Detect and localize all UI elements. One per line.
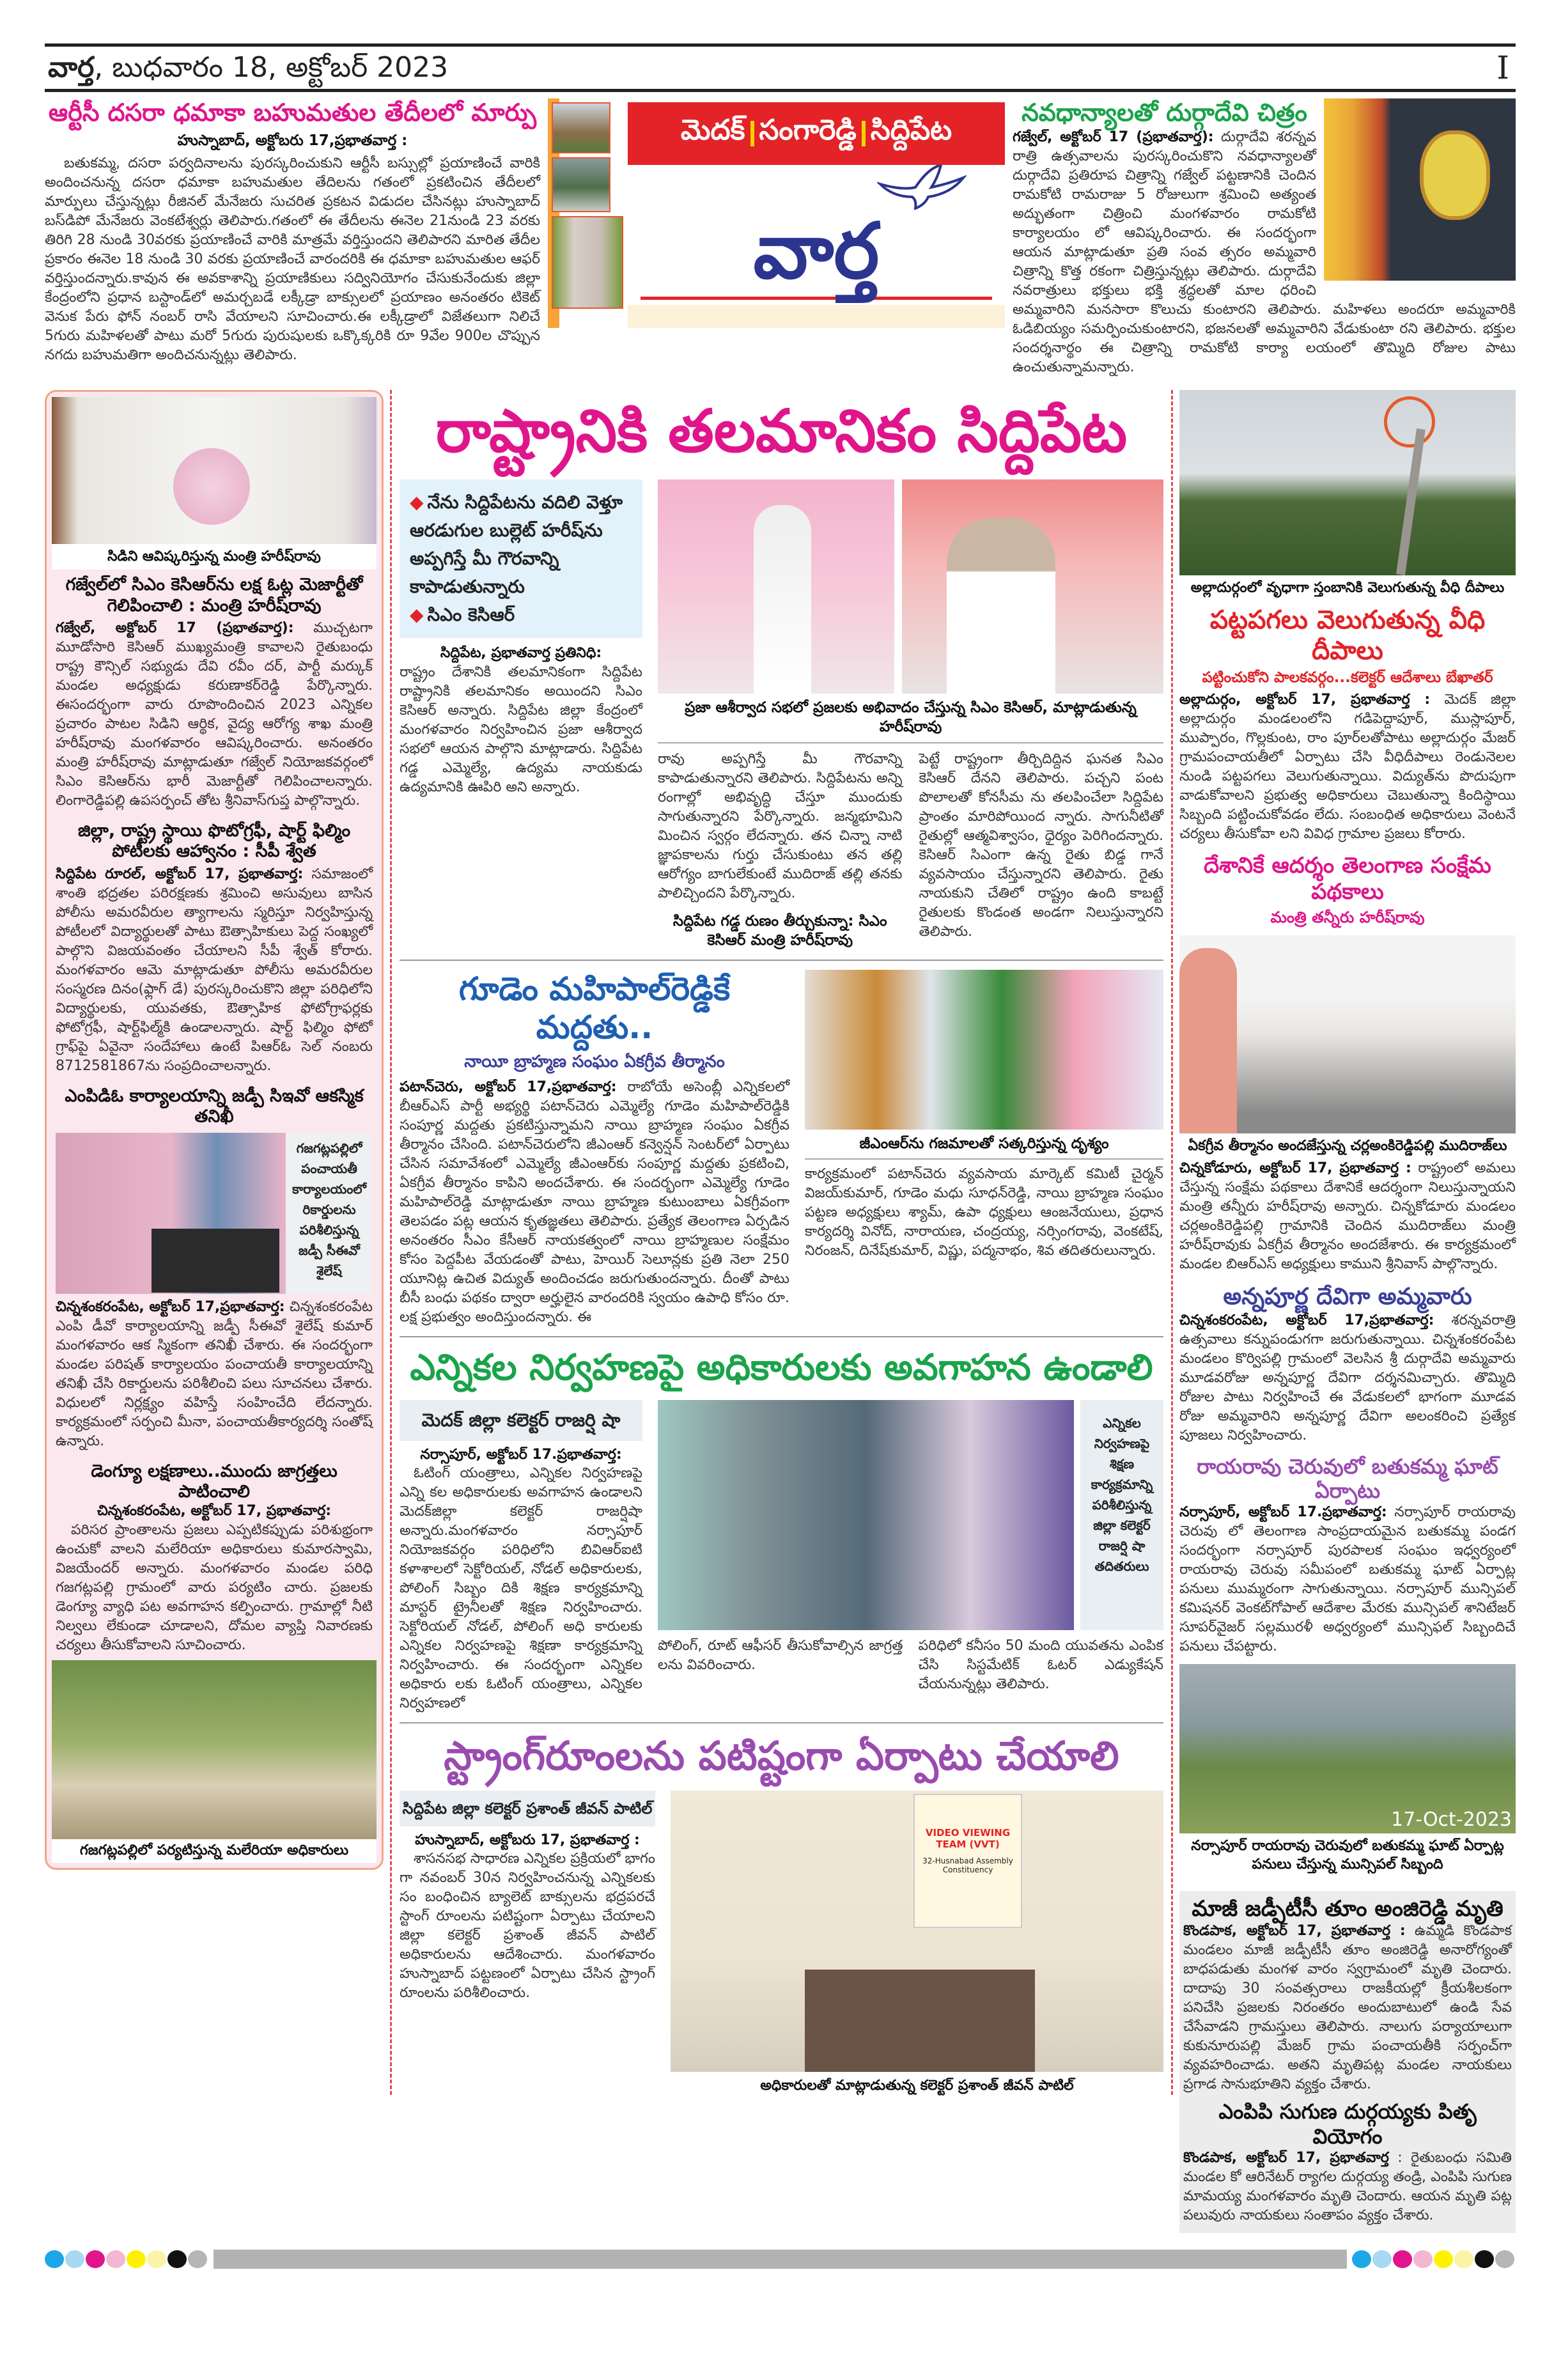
page-number: I	[1496, 49, 1509, 86]
paper-name: వార్త	[48, 51, 95, 84]
bullet-attribution: సిఎం కెసిఆర్	[427, 603, 515, 625]
dateline: సిద్దిపేట, ప్రభాతవార్త ప్రతినిధి:	[440, 644, 602, 661]
dateline: నర్సాపూర్, అక్టోబర్ 17.ప్రభాతవార్త:	[1179, 1504, 1387, 1521]
district-banner	[628, 102, 1005, 165]
subheadline: సిద్దిపేట గడ్డ రుణం తీర్చుకున్నా: సిఎం కెసిఆర్ మంత్రి హరీష్‌రావు	[672, 912, 887, 949]
photo-caption: నర్సాపూర్ రాయరావు చెరువులో బతుకమ్మ ఘాట్ ఏర్పాట్ల పనులు చేస్తున్న మున్సిపల్ సిబ్బంది	[1191, 1838, 1504, 1873]
color-swatch	[167, 2250, 187, 2268]
cd-disc	[173, 448, 250, 525]
desk	[805, 1970, 1035, 2072]
color-swatch	[86, 2250, 105, 2268]
article-strongroom	[400, 1732, 1163, 2095]
headline: నవధాన్యాలతో దుర్గాదేవి చిత్రం	[1022, 98, 1307, 127]
masthead-main	[628, 98, 1005, 328]
body-text: చిన్నశంకరంపేట ఎంపి డీవో కార్యాలయాన్ని జడ్పీ సీఈవో శైలేష్ కుమార్ మంగళవారం ఆక స్మికంగా తనిఖీ చేశారు. ఈ సందర్భంగా మండల పరిషత్ కార్యాలయం పంచాయతీ కార్యాలయాన్ని తనిఖీ చేసి రికార్డులను పరిశీలించి పలు సూచనలు చేశారు. విధులలో నిర్లక్ష్యం వహిస్తే సంహించేది లేదన్నారు. కార్యక్రమంలో సర్పంచి మీనా, పంచాయతీకార్యదర్శి సంతోష్ ఉన్నారు.	[56, 1298, 373, 1449]
dateline: కొండపాక, అక్టోబర్ 17, ప్రభాతవార్త :	[1183, 1923, 1406, 1940]
top-row	[45, 98, 1516, 377]
gray-bar	[214, 2250, 1347, 2269]
photo-harish-rao-speaking	[902, 479, 1163, 694]
color-swatch	[127, 2250, 146, 2268]
photo-date-stamp: 17-Oct-2023	[1391, 1808, 1512, 1832]
headline: మాజీ జడ్పీటీసీ తూం అంజిరెడ్డి మృతి	[1192, 1895, 1503, 1922]
photo-caption: సిడిని ఆవిష్కరిస్తున్న మంత్రి హరీష్‌రావు	[52, 544, 377, 570]
color-swatch	[1475, 2250, 1494, 2268]
body-text: శాసనసభ సాధారణ ఎన్నికల ప్రక్రియలో భాగం గా నవంబర్ 30న నిర్వహించనున్న ఎన్నికలకు సం బంధించిన బ్యాలెట్ బాక్సులను భద్రపరచే స్టాంగ్ రూంలను పటిష్టంగా ఏర్పాటు చేయాలని జిల్లా కలెక్టర్ ప్రశాంత్ జీవన్ పాటిల్ అధికారులను ఆదేశించారు. మంగళవారం హుస్నాబాద్ పట్టణంలో ఏర్పాటు చేసిన స్ట్రాంగ్ రూంలను పరిశీలించారు.	[400, 1851, 655, 2002]
right-column	[1179, 390, 1516, 2234]
page-header	[45, 47, 1516, 89]
main-col2	[658, 750, 903, 951]
color-swatch	[1434, 2250, 1453, 2268]
article-elections	[400, 1346, 1163, 1723]
photo-election-training	[658, 1400, 1074, 1630]
subheadline: నాయీ బ్రాహ్మణ సంఘం ఏకగ్రీవ తీర్మానం	[464, 1052, 725, 1071]
photo-malaria-officials	[52, 1660, 377, 1839]
vvt-banner-subtitle: 32-Husnabad Assembly Constituency	[922, 1856, 1013, 1874]
article-gudem	[400, 970, 1163, 1338]
headline-2: ఎంపిపి సుగుణ దుర్గయ్యకు పితృ వియోగం	[1218, 2099, 1477, 2149]
photo-mudiraj-resolution	[1179, 935, 1516, 1133]
body-text: బతుకమ్మ, దసరా పర్వదినాలను పురస్కరించుకుని ఆర్టీసీ బస్సుల్లో ప్రయాణించే వారికి అందించనున్న దసరా ధమాకా బహుమతుల తేదిలను గతంలో ప్రకటించిన తేదీలలో మార్పులు చేస్తున్నట్లు రీజినల్ మేనేజరు సుచరిత ప్రకటన విడుదల చేసినట్లు హుస్నాబాద్ బస్‌డిపో మేనేజరు వెంకటేశ్వర్లు తెలిపారు.గతంలో ఈ తేదీలను ఈనెల 21నుండి 23 వరకు తిరిగి 28 నుండి 30వరకు ప్రయాణించే వారికి మాత్రమే వర్తిస్తుందని తెలిపారని మారిత తేదీల ప్రకారం ఈనెల 18 నుండి 30 వరకు ప్రయాణించే వారందరికి ఈ ధమాకా బహుమతుల ఆఫర్ వర్తిస్తుందన్నారు.కావున ఈ అవకాశాన్ని ప్రయాణికులు సద్వినియోగం చేసుకునేందుకు జిల్లా కేంద్రంలోని ప్రధాన బస్టాండ్‌లో అమర్చబడే లక్కీడ్రా బాక్సులలో ప్రయాణం అనంతరం టికెట్ వెనుక పేరు ఫోన్ నంబర్ రాసి వేయాలని సూచించారు.ఈ లక్కీడ్రాలో విజేతలుగా నిలిచే 5గురు మహిళలతో పాటు మరో 5గురు పురుషులకు ఒక్కొక్కరికి రూ 9వేల 900ల చొప్పున నగదు బహుమతిగా అందిచనున్నట్లు తెలిపారు.	[45, 155, 540, 364]
color-swatch	[1372, 2250, 1392, 2268]
article-main-siddipet	[400, 396, 1163, 961]
main-row	[45, 390, 1516, 2234]
photo-collector-strongroom	[671, 1791, 1163, 2072]
photo-caption: గజగట్లపల్లిలో పర్యటిస్తున్న మలేరియా అధికారులు	[52, 1839, 377, 1863]
headline: పట్టపగలు వెలుగుతున్న వీధి దీపాలు	[1209, 605, 1486, 666]
date-line: , బుధవారం 18, అక్టోబర్ 2023	[94, 51, 449, 84]
color-swatch	[106, 2250, 125, 2268]
body-text: సమాజంలో శాంతి భద్రతల పరిరక్షణకు శ్రమించి అసువులు బాసిన పోలీసు అమరవీరుల త్యాగాలను స్మరిస్తూ నిర్వహిస్తున్న పోటీలలో విద్యార్థులతో పాటు ఔత్సాహికులు పెద్ద సంఖ్యలో పాల్గొని విజయవంతం చేయాలని సీపీ శ్వేత్ కోరారు. మంగళవారం ఆమె మాట్లాడుతూ పోలీసు అమరవీరుల సంస్మరణ దినం(ఫ్లాగ్ డే) పురస్కరించుకొని జిల్లా పరిధిలోని విద్యార్థులకు, యువతకు, ఔత్సాహిక ఫోటోగ్రాఫర్లకు ఫోటోగ్రఫీ, షార్ట్‌ఫిల్మ్‌కి ఉండాలన్నారు. షార్ట్ ఫిల్మిం ఫోటో గ్రాఫ్‌పై ఏవైనా సందేహాలు ఉంటే పిఆర్ఓ సెల్ నంబరు 8712581867ను సంప్రదించాలన్నారు.	[56, 866, 373, 1074]
logo-vaartha: వార్త	[753, 207, 880, 296]
photo-bathukamma-ghat	[1179, 1664, 1516, 1833]
headline: ఎంపిడిఓ కార్యాలయాన్ని జడ్పీ సిఇవో ఆకస్మిక తనిఖీ	[65, 1085, 364, 1127]
photo-medak-church	[552, 216, 623, 309]
color-dots-right	[1352, 2250, 1516, 2268]
subheadline: మంత్రి తన్నీరు హరీష్‌రావు	[1270, 908, 1425, 926]
headline: ఆర్టీసీ దసరా ధమాకా బహుమతుల తేదీలలో మార్పు	[48, 98, 537, 127]
photo-office-inspection	[56, 1133, 286, 1294]
desk	[152, 1229, 279, 1293]
masthead-photos	[548, 98, 628, 313]
color-swatch	[1393, 2250, 1412, 2268]
article-welfare	[1179, 853, 1516, 1274]
durga-face	[1420, 130, 1490, 220]
story-photo-contest	[52, 816, 377, 1081]
elections-col1	[400, 1400, 642, 1714]
main-right	[658, 479, 1163, 951]
headline: ఎన్నికల నిర్వహణపై అధికారులకు అవగాహన ఉండాలి	[410, 1347, 1153, 1389]
figure	[947, 518, 1055, 694]
left-feature-box	[45, 390, 384, 1870]
body-text: రాబోయే అసెంబ్లీ ఎన్నికలలో బీఆర్ఎస్ పార్టీ అభ్యర్థి పటాన్‌చెరు ఎమ్మెల్యే గూడెం మహిపాల్‌రెడ్డికి సంపూర్ణ మద్దతు ప్రకటిస్తున్నామని నాయి బ్రాహ్మణ సంఘం ఏకగ్రీవ తీర్మానం చేసింది. పటాన్‌చెరులోని జీఎంఆర్ కన్వెన్షన్ సెంటర్‌లో ఏర్పాటు చేసిన సమావేశంలో ఎమ్మెల్యే జీఎంఆర్‌కు సంపూర్ణ మద్దతు ప్రకటించి, ఏకగ్రీవ తీర్మానం కాపిని అందచేశారు. ఈ సందర్భంగా ఎమ్మెల్యే గూడెం మహిపాల్‌రెడ్డి మాట్లాడుతూ నాయి బ్రాహ్మణ కుటుంబాలు ఏకగ్రీవంగా తెలపడం పట్ల ఆయన కృతజ్ఞతలు తెలిపారు. ప్రత్యేక తెలంగాణ ఏర్పడిన అనంతరం సీఎం కేసీఆర్ నాయకత్వంలో నాయి బ్రాహ్మణుల సంక్షేమం కోసం పెద్దపీట వేయడంతో పాటు, హెయిర్ సెలూన్లకు ప్రతి నెలా 250 యూనిట్ల ఉచిత విద్యుత్ అందించడం జరుగుతుందన్నారు. దీంతో పాటు బీసీ బంధు పథకం ద్వారా అర్హులైన వారందరికి స్వయం ఉపాధి కోసం రూ. లక్ష ప్రభుత్వం అందిస్తుందన్నారు. ఈ	[400, 1079, 789, 1326]
side-caption: గజగట్లపల్లిలో పంచాయతీ కార్యాలయంలో రికార్డులను పరిశీలిస్తున్న జడ్పీ సీఈవో శైలేష్	[286, 1133, 373, 1294]
color-swatch	[1413, 2250, 1433, 2268]
body-text: నర్సాపూర్ రాయరావు చెరువు లో తెలంగాణ సాంప్రదాయమైన బతుకమ్మ పండగ సందర్భంగా నర్సాపూర్ పురపాలక సంఘం ఇధ్వర్యంలో రాయరావు చెరువు సమీపంలో బతుకమ్మ ఘాట్ ఏర్పాట్ల పనులు ముమ్మరంగా సాగుతున్నాయి. నర్సాపూర్ మున్సిపల్ కమిషనర్ వెంకట్‌గోపాల్ ఆదేశాల మేరకు మున్సిపల్ శానిటేజర్ సూపర్‌వైజర్ సల్లమురళీ అధ్వర్యంలో మున్సిఫల్ సిబ్బందిచే పనులు చేపట్టారు.	[1179, 1504, 1516, 1655]
body-text: రాష్ట్రం దేశానికి తలమానికంగా సిద్దిపేట రాష్ట్రానికి తలమానికం అయిందని సిఎం కెసిఆర్ అన్నారు. సిద్దిపేట జిల్లా కేంద్రంలో మంగళవారం నిర్వహించిన ప్రజా ఆశీర్వాద సభలో ఆయన పాల్గొని మాట్లాడారు. సిద్దిపేట గడ్డ ఎమ్మెల్యే, ఉద్యమ నాయకుడు ఉద్యమానికి ఊపిరి అని అన్నారు.	[400, 664, 642, 795]
body-text-2: కార్యక్రమంలో పటాన్‌చెరు వ్యవసాయ మార్కెట్ కమిటీ చైర్మన్ విజయ్‌కుమార్, గూడెం మధు సూధన్‌రెడ్డి, నాయి బ్రాహ్మణ సంఘం పట్టణ అధ్యక్షులు శ్యామ్, ఉపా ధ్యక్షులు ఆంజనేయులు, ప్రధాన కార్యదర్శి వినోద్, నారాయణ, చంద్రయ్య, నర్సింగరావు, వెంకటేష్, నిరంజన్, దినేష్‌కుమార్, విష్ణు, పద్మనాభం, శివ తదితరులున్నారు.	[805, 1166, 1163, 1259]
logo-underline	[641, 297, 992, 300]
photo-cm-kcr-waving	[658, 479, 894, 694]
story-mpdo-inspection	[52, 1081, 377, 1456]
photo-cd-release	[52, 397, 377, 544]
photo-caption: అధికారులతో మాట్లాడుతున్న కలెక్టర్ ప్రశాంత్ జీవన్ పాటిల్	[760, 2077, 1074, 2094]
color-swatch	[1352, 2250, 1371, 2268]
photo-caption: అల్లాదుర్గంలో వృధాగా స్తంబానికి వెలుగుతున్న వీధి దీపాలు	[1190, 579, 1505, 596]
headline: గజ్వేల్‌లో సిఎం కెసిఆర్‌ను లక్ష ఓట్ల మెజార్టీతో గెలిపించాలి : మంత్రి హరీష్‌రావు	[65, 575, 363, 616]
article-annapurna	[1179, 1283, 1516, 1445]
print-color-bar	[45, 2248, 1516, 2270]
color-swatch	[1495, 2250, 1514, 2268]
headline: దేశానికే ఆదర్శం తెలంగాణ సంక్షేమ పథకాలు	[1204, 853, 1491, 905]
headline: రాష్ట్రానికి తలమానికం సిద్దిపేట	[435, 396, 1128, 465]
dateline: హుస్నాబాద్, అక్టోబరు 17, ప్రభాతవార్త :	[415, 1832, 640, 1848]
article-bathukamma	[1179, 1454, 1516, 1657]
body-copy: దుర్గాదేవి శరన్నవ రాత్రి ఉత్సవాలను పురస్కరించుకొని నవధాన్యాలతో దుర్గాదేవి ప్రతిరూప చిత్రాన్ని గజ్వేల్ పట్టణానికి చెందిన రామకోటి రామరాజు 5 రోజులుగా శ్రమించి అత్యంత అద్భుతంగా చిత్రించి మంగళవారం రామకోటి కార్యాలయం లో ఆవిష్కరించారు. ఈ సందర్భంగా ఆయన మాట్లాడుతూ ప్రతి సంవ త్సరం అమ్మవారి చిత్రాన్ని కొత్త రకంగా చిత్రిస్తున్నట్లు తెలిపారు. దుర్గాదేవి నవరాత్రులు భక్తులు భక్తి శ్రద్ధలతో మాల ధరించి అమ్మవారిని మనసారా కొలుచు కుంటారని తెలిపారు. మహిళలు అందరూ అమ్మవారికి ఓడిబియ్యం సమర్పించుకుంటారని, భజనలతో అమ్మవారిని వేడుకుంటా రని తెలిపారు. భక్తుల సందర్శనార్థం ఈ చిత్రాన్ని రామకోటి కార్యా లయంలో తొమ్మిది రోజుల పాటు ఉంచుతున్నామన్నారు.	[1013, 128, 1516, 375]
highlight-bullets: ◆ నేను సిద్దిపేటను వదిలి వెళ్తూ ఆరడుగుల బుల్లెట్ హరీష్‌ను అప్పగిస్తే మీ గౌరవాన్ని కాపాడుతున్నారు ◆ సిఎం కెసిఆర్	[400, 479, 642, 638]
body-text-3: పరిధిలో కనీసం 50 మంది యువతను ఎంపిక చేసి సిస్టమేటిక్ ఓటర్ ఎడ్యుకేషన్ చేయనున్నట్లు తెలిపారు.	[918, 1637, 1163, 1692]
article-durga	[1013, 98, 1516, 377]
color-swatch	[188, 2250, 207, 2268]
masthead	[548, 98, 1005, 328]
story-gajwel	[52, 570, 377, 816]
dateline: చిన్నశంకరంపేట, అక్టోబర్ 17, ప్రభాతవార్త:	[97, 1503, 332, 1520]
dateline: పటాన్‌చెరు, అక్టోబర్ 17,ప్రభాతవార్త:	[400, 1079, 617, 1096]
dateline: గజ్వేల్, అక్టోబర్ 17 (ప్రభాతవార్త):	[56, 619, 294, 636]
photo-temple	[552, 102, 610, 153]
headline: గూడెం మహిపాల్‌రెడ్డికే మద్దతు..	[458, 970, 731, 1046]
photo-caption: ప్రజా ఆశీర్వాద సభలో ప్రజలకు అభివాదం చేస్తున్న సిఎం కెసిఆర్, మాట్లాడుతున్న హరీష్‌రావు	[658, 694, 1163, 743]
strongroom-col1	[400, 1791, 655, 2003]
obituary-box	[1179, 1891, 1516, 2234]
side-caption: ఎన్నికల నిర్వహణపై శిక్షణ కార్యక్రమాన్ని పరిశీలిస్తున్న జిల్లా కలెక్టర్ రాజర్షి షా తదితరులు	[1080, 1400, 1163, 1630]
district-sangareddy: సంగారెడ్డి	[759, 114, 857, 146]
photo-building-fountain	[552, 157, 610, 212]
dateline: సిద్దిపేట రూరల్, అక్టోబర్ 17, ప్రభాతవార్త:	[56, 866, 304, 882]
dateline: చిన్నశంకరంపేట, అక్టోబర్ 17,ప్రభాతవార్త:	[1179, 1312, 1434, 1328]
body-text: ఓటింగ్ యంత్రాలు, ఎన్నికల నిర్వహణపై ఎన్ని కల అధికారులకు అవగాహన ఉండాలని మెదక్‌జిల్లా కలెక్టర్ రాజర్షిషా అన్నారు.మంగళవారం నర్సాపూర్ నియోజకవర్గం పరిధిలోని బివిఆర్ఐటి కళాశాలలో సెక్టోరియల్, నోడల్ అధికారులకు, పోలింగ్ సిబ్బం దికి శిక్షణ కార్యక్రమాన్ని మాస్టర్ ట్రైనీలతో శిక్షణ నిర్వహించారు. సెక్టోరియల్ నోడల్, పోలింగ్ అధి కారులకు ఎన్నికల నిర్వహణపై శిక్షణా కార్యక్రమాన్ని నిర్వహించారు. ఈ సందర్భంగా ఎన్నికల అధికారు లకు ఓటింగ్ యంత్రాలు, ఎన్నికల నిర్వహణలో	[400, 1465, 642, 1712]
body-text-2: : రైతుబంధు సమితి మండల కో ఆరినేటర్ ర్యాగల దుర్గయ్య తండ్రి, ఎంపిపి సుగుణ మామయ్య మంగళవారం మృతి చెందారు. ఆయన మృతి పట్ల పలువురు నాయకులు సంతాపం వ్యక్తం చేశారు.	[1183, 2150, 1512, 2224]
dateline: గజ్వేల్, అక్టోబర్ 17 (ప్రభాతవార్త):	[1013, 128, 1214, 145]
body-text: మెదక్ జిల్లా అల్లాదుర్గం మండలంలోని గడిపెద్దాపూర్, ముస్లాపూర్, ముప్పారం, గొల్లకుంట, రాం పూర్‌లతోపాటు అల్లాదుర్గం మేజర్ గ్రామపంచాయతీలో ఏర్పాటు చేసి వీధిదీపాలు రెండునెలల నుండి పట్టపగలు వెలుగుతున్నాయి. విద్యుత్‌ను పొదుపుగా వాడుకోవాలని ప్రభుత్వ అధికారులు చెబుతున్నా కిందిస్థాయి సిబ్బంది పట్టించుకోవడం లేదు. సంబంధిత అధికారులు వెంటనే చర్యలు తీసుకోవా లని వివిధ గ్రామాల ప్రజలు కోరారు.	[1179, 692, 1516, 843]
photo-caption: ఏకగ్రీవ తీర్మానం అందజేస్తున్న చర్లఅంకిరెడ్డిపల్లి ముదిరాజ్‌లు	[1188, 1137, 1507, 1154]
headline: రాయరావు చెరువులో బతుకమ్మ ఘాట్ ఏర్పాటు	[1197, 1454, 1498, 1504]
headline: జిల్లా, రాష్ట్ర స్థాయి ఫొటోగ్రఫీ, షార్ట్ ఫిల్మిం పోటీలకు ఆహ్వానం : సీపీ శ్వేత	[77, 820, 351, 862]
color-dots-left	[45, 2250, 208, 2268]
article-rtc	[45, 98, 540, 365]
color-swatch	[45, 2250, 64, 2268]
color-swatch	[1454, 2250, 1473, 2268]
district-siddipet: సిద్దిపేట	[870, 114, 952, 146]
dateline: చిన్నశంకరంపేట, అక్టోబర్ 17,ప్రభాతవార్త:	[56, 1298, 285, 1315]
color-swatch	[65, 2250, 84, 2268]
body-text-2: పోలింగ్, రూట్ ఆఫీసర్ తీసుకోవాల్సిన జాగ్రత్త లను వివరించారు.	[658, 1637, 903, 1673]
header-title	[48, 51, 448, 84]
highlight-circle	[1384, 396, 1435, 447]
subheadline: పట్టించుకోని పాలకవర్గం...కలెక్టర్ ఆదేశాలు బేఖాతర్	[1202, 669, 1493, 687]
photo-street-light	[1179, 390, 1516, 575]
dove-logo-icon	[877, 165, 967, 210]
color-swatch	[147, 2250, 166, 2268]
dateline: నర్సాపూర్, అక్టోబర్ 17.ప్రభాతవార్త:	[420, 1446, 622, 1463]
figure	[1179, 948, 1237, 1133]
dateline-2: కొండపాక, అక్టోబర్ 17, ప్రభాతవార్త	[1183, 2150, 1389, 2166]
dateline: చిన్నకోడూరు, అక్టోబర్ 17, ప్రభాతవార్త :	[1179, 1160, 1411, 1177]
body-text: ఉమ్మడి కొండపాక మండలం మాజీ జడ్పీటీసీ తూం అంజిరెడ్డి అనారోగ్యంతో బాధపడుతు మంగళ వారం స్వగ్రామంలో మృతి చెందారు. దాదాపు 30 సంవత్సరాలు రాజకీయల్లో క్రీయశీలకంగా పనిచేసి ప్రజలకు నిరంతరం అందుబాటులో ఉండి సేవ చేసేవాడని గ్రామస్తులు తెలిపారు. నాలుగు పర్యాయాలుగా కుకునూరుపల్లి మేజర్ గ్రామ పంచాయతీకి సర్పంచ్‌గా వ్యవహరించాడు. అతని మృతిపట్ల మండల నాయకులు ప్రగాడ సానుభూతిని వ్యక్తం చేశారు.	[1183, 1923, 1512, 2093]
dateline: అల్లాదుర్గం, అక్టోబర్ 17, ప్రభాతవార్త :	[1179, 692, 1431, 708]
body-text: రావు అప్పగిస్తే మీ గౌరవాన్ని కాపాడుతున్నారని తెలిపారు. సిద్దిపేటను అన్ని రంగాల్లో అభివృద్ధి చేస్తూ ముందుకు సాగుతున్నారని పేర్కొన్నారు. జన్మభూమిని మించిన స్వర్గం లేదన్నారు. తన చిన్నా నాటి జ్ఞాపకాలను గుర్తు చేసుకుంటు తన తల్లి ఆరోగ్యం బాగులేకుంటే ముదిరాజ్ తల్లి తనకు పాలిచ్చిందని పేర్కొన్నారు.	[658, 751, 903, 901]
middle-column	[390, 390, 1173, 2096]
headline: అన్నపూర్ణ దేవిగా అమ్మవారు	[1223, 1284, 1472, 1311]
vvt-banner	[913, 1794, 1022, 1928]
dateline: హుస్నాబాద్, అక్టోబరు 17,ప్రభాతవార్త :	[177, 132, 408, 149]
district-medak: మెదక్	[680, 114, 745, 146]
body-text: శరన్నవరాత్రి ఉత్సవాలు కన్నుపండుగగా జరుగుతున్నాయి. చిన్నశంకరంపేట మండలం కొర్విపల్లి గ్రామంలో వెలసిన శ్రీ దుర్గాదేవి అమ్మవారు మూడవరోజు అన్నపూర్ణ దేవిగా దర్శనమిచ్చారు. తొమ్మిది రోజుల పాటు నిర్వహించే ఈ వేడుకలలో భాగంగా మూడవ రోజు అమ్మవారిని అన్నపూర్ణ దేవిగా అలంకరించి ప్రత్యేక పూజలు నిర్వహించారు.	[1179, 1312, 1516, 1443]
body-text: పెట్టే రాష్ట్రంగా తీర్చిదిద్దిన ఘనత సిఎం కెసిఆర్ దేనని తెలిపారు. పచ్చని పంట పొలాలతో కోనసీమ ను తలపించేలా సిద్దిపేట ప్రాంతం మారిపోయింద న్నారు. సాగునీటితో రైతుల్లో ఆత్మవిశ్వాసం, ధైర్యం పెరిగిందన్నారు. కెసిఆర్ సిఎంగా ఉన్న రైతు బిడ్డ గానే వ్యవసాయం చేస్తున్నారని తెలిపారు. రైతు నాయకుని చేతిలో రాష్ట్రం ఉంది కాబట్టే రైతులకు కొండంత అండగా నిలుస్తున్నారని తెలిపారు.	[919, 751, 1163, 940]
subheadline-box: సిద్దిపేట జిల్లా కలెక్టర్ ప్రశాంత్ జీవన్ పాటిల్	[400, 1791, 655, 1826]
body-text: ముచ్చటగా మూడోసారి కెసిఆర్ ముఖ్యమంత్రి కావాలని రైతుబంధు రాష్ట్ర కౌన్సిల్ సభ్యుడు దేవి రవీం దర్, పార్టీ మర్కుక్ మండల అధ్యక్షుడు కరుణాకర్‌రెడ్డి పేర్కొన్నారు. ఈసందర్భంగా వారు రూపొందించిన 2023 ఎన్నికల ప్రచారం పాటల సిడిని ఆర్థిక, వైద్య ఆరోగ్య శాఖ మంత్రి హరీష్‌రావు మంగళవారం ఆవిష్కరించారు. అనంతరం మంత్రి హరీష్‌రావు మాట్లాడుతూ గజ్వేల్ నియోజకవర్గంలో సిఎం కెసిఆర్‌ను భారీ మెజార్టీతో గెలిపించాలన్నారు. లింగారెడ్డిపల్లి ఉపసర్పంచ్ తోట శ్రీనివాస్‌గుప్త పాల్గొన్నారు.	[56, 619, 373, 809]
article-street-lights	[1179, 605, 1516, 844]
vvt-banner-title: VIDEO VIEWING TEAM (VVT)	[925, 1826, 1011, 1850]
headline: స్ట్రాంగ్‌రూంలను పటిష్టంగా ఏర్పాటు చేయాలి	[444, 1732, 1119, 1780]
photo-durga-painting	[1324, 98, 1516, 281]
body-text: పరిసర ప్రాంతాలను ప్రజలు ఎప్పటికప్పుడు పరిశుభ్రంగా ఉంచుకో వాలని మలేరియా అధికారులు కుమారస్వామి, విజయేందర్ అన్నారు. మంగళవారం మండల పరిధి గజగట్లపల్లి గ్రామంలో వారు పర్యటిం చారు. ప్రజలకు డెంగ్యూ వ్యాధి పట అవగాహన కల్పించారు. గ్రామాల్లో నీటి నిల్వలు లేకుండా చూడాలని, దోమల వ్యాప్తి నివారణకు చర్యలు తీసుకోవాలని సూచించారు.	[56, 1521, 373, 1653]
photo-gajamala-felicitation	[805, 970, 1163, 1130]
headline: డెంగ్యూ లక్షణాలు..ముందు జాగ్రత్తలు పాటించాలి	[91, 1461, 338, 1502]
main-col3	[919, 750, 1164, 942]
header-rule-bottom	[45, 89, 1516, 92]
body-text: రాష్ట్రంలో అమలు చేస్తున్న సంక్షేమ పథకాలు దేశానికే ఆదర్శంగా నిలుస్తున్నాయని మంత్రి తన్నీరు హరీష్‌రావు అన్నారు. చిన్నకోడూరు మండలం చర్లఅంకిరెడ్డిపల్లి గ్రామానికి చెందిన ముదిరాజ్‌లు మంత్రి హరీష్‌రావుకు ఏకగ్రీవ తీర్మానం అందజేశారు. ఈ కార్యక్రమంలో మండల బిఆర్ఎస్ అధ్యక్షులు కాముని శ్రీనివాస్ పాల్గొన్నారు.	[1179, 1160, 1516, 1273]
bullet-quote: నేను సిద్దిపేటను వదిలి వెళ్తూ ఆరడుగుల బుల్లెట్ హరీష్‌ను అప్పగిస్తే మీ గౌరవాన్ని కాపాడుతున్నారు	[410, 491, 623, 597]
story-dengue	[52, 1456, 377, 1660]
photo-caption: జీఎంఆర్‌ను గజమాలతో సత్కరిస్తున్న దృశ్యం	[805, 1130, 1163, 1160]
figure	[754, 505, 811, 694]
dove-wrap	[628, 165, 1005, 210]
pole	[1396, 428, 1426, 575]
masthead-strip	[628, 305, 1005, 328]
subheadline-box: మెదక్ జిల్లా కలెక్టర్ రాజర్షి షా	[400, 1400, 642, 1441]
main-col1	[400, 479, 642, 797]
